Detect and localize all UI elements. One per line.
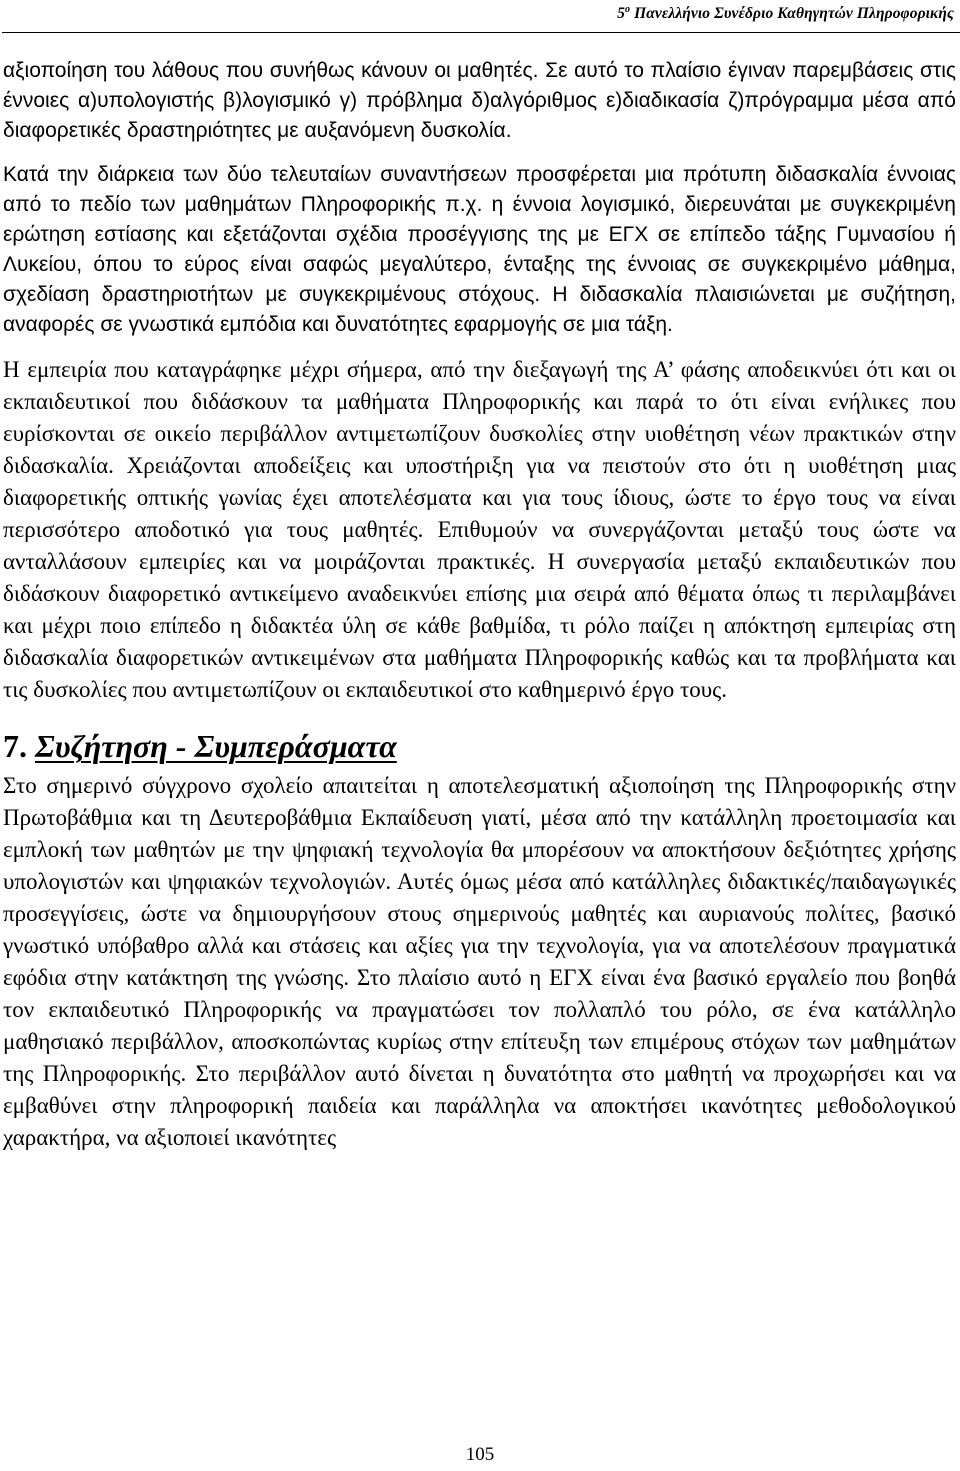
paragraph-gap <box>3 146 956 160</box>
paragraph-experience: Η εμπειρία που καταγράφηκε μέχρι σήμερα, από την διεξαγωγή της Α’ φάσης αποδεικνύει ότι και οι εκπαιδευτικοί που διδάσκουν τα μαθήματα Πληροφορικής και παρά το ότι είναι ενήλικες που ευρίσκονται σε οικείο περιβάλλον αντιμετωπίζουν δυσκολίες στην υιοθέτηση νέων πρακτικών στην διδασκαλία. Χρειάζονται αποδείξεις και υποστήριξη για να πειστούν στο ότι η υιοθέτηση μιας διαφορετικής οπτικής γωνίας έχει αποτελέσματα και για τους ίδιους, ώστε το έργο τους να είναι περισσότερο αποδοτικό για τους μαθητές. Επιθυμούν να συνεργάζονται μεταξύ τους ώστε να ανταλλάσουν εμπειρίες και να μοιράζονται πρακτικές. Η συνεργασία μεταξύ εκπαιδευτικών που διδάσκουν διαφορετικό αντικείμενο αναδεικνύει επίσης μια σειρά από θέματα όπως τι περιλαμβάνει και μέχρι ποιο επίπεδο η διδακτέα ύλη σε κάθε βαθμίδα, τι ρόλο παίζει η απόκτηση εμπειρίας στη διδασκαλία διαφορετικών αντικειμένων στα μαθήματα Πληροφορικής καθώς και τα προβλήματα και τις δυσκολίες που αντιμετωπίζουν οι εκπαιδευτικοί στο καθημερινό έργο τους. <box>3 357 956 702</box>
page-body <box>3 56 956 1154</box>
conference-ordinal: 5 <box>617 5 625 22</box>
ordinal-suffix: ο <box>625 4 631 15</box>
header-divider <box>2 32 960 33</box>
paragraph-gap <box>3 706 956 722</box>
section-number: 7. <box>3 728 27 764</box>
paragraph-gap <box>3 340 956 354</box>
section-title: Συζήτηση - Συμπεράσματα <box>35 728 397 764</box>
section-heading <box>3 722 956 770</box>
paragraph-conclusions: Στο σημερινό σύγχρονο σχολείο απαιτείται η αποτελεσματική αξιοποίηση της Πληροφορικής στην Πρωτοβάθμια και τη Δευτεροβάθμια Εκπαίδευση γιατί, μέσα από την κατάλληλη προετοιμασία και εμπλοκή των μαθητών με την ψηφιακή τεχνολογία θα μπορέσουν να αποκτήσουν δεξιότητες χρήσης υπολογιστών και ψηφιακών τεχνολογιών. Αυτές όμως μέσα από κατάλληλες διδακτικές/παιδαγωγικές προσεγγίσεις, ώστε να δημιουργήσουν στους σημερινούς μαθητές και αυριανούς πολίτες, βασικό γνωστικό υπόβαθρο αλλά και στάσεις και αξίες για την τεχνολογία, για να αποτελέσουν πραγματικά εφόδια στην κατάκτηση της γνώσης. Στο πλαίσιο αυτό η ΕΓΧ είναι ένα βασικό εργαλείο που βοηθά τον εκπαιδευτικό Πληροφορικής να πραγματώσει τον πολλαπλό του ρόλο, σε ένα κατάλληλο μαθησιακό περιβάλλον, αποσκοπώντας κυρίως στην επίτευξη των επιμέρους στόχων των μαθημάτων της Πληροφορικής. Στο περιβάλλον αυτό δίνεται η δυνατότητα στο μαθητή να προχωρήσει και να εμβαθύνει στην πληροφορική παιδεία και παράλληλα να αποκτήσει ικανότητες μεθοδολογικού χαρακτήρα, να αξιοποιεί ικανότητες <box>3 773 956 1150</box>
page-number: 105 <box>465 1444 495 1465</box>
running-header <box>617 4 954 23</box>
paragraph-errors-interventions: αξιοποίηση του λάθους που συνήθως κάνουν οι μαθητές. Σε αυτό το πλαίσιο έγιναν παρεμβάσεις στις έννοιες α)υπολογιστής β)λογισμικό γ) πρόβλημα δ)αλγόριθμος ε)διαδικασία ζ)πρόγραμμα μέσα από διαφορετικές δραστηριότητες με αυξανόμενη δυσκολία. <box>3 59 956 142</box>
paragraph-model-lesson: Κατά την διάρκεια των δύο τελευταίων συναντήσεων προσφέρεται μια πρότυπη διδασκαλία έννοιας από το πεδίο των μαθημάτων Πληροφορικής π.χ. η έννοια λογισμικό, διερευνάται με συγκεκριμένη ερώτηση εστίασης και εξετάζονται σχέδια προσέγγισης της με ΕΓΧ σε επίπεδο τάξης Γυμνασίου ή Λυκείου, όπου το εύρος είναι σαφώς μεγαλύτερο, ένταξης της έννοιας σε συγκεκριμένο μάθημα, σχεδίαση δραστηριοτήτων με συγκεκριμένους στόχους. Η διδασκαλία πλαισιώνεται με συζήτηση, αναφορές σε γνωστικά εμπόδια και δυνατότητες εφαρμογής σε μια τάξη. <box>3 163 956 336</box>
conference-title: Πανελλήνιο Συνέδριο Καθηγητών Πληροφορικής <box>630 5 954 22</box>
